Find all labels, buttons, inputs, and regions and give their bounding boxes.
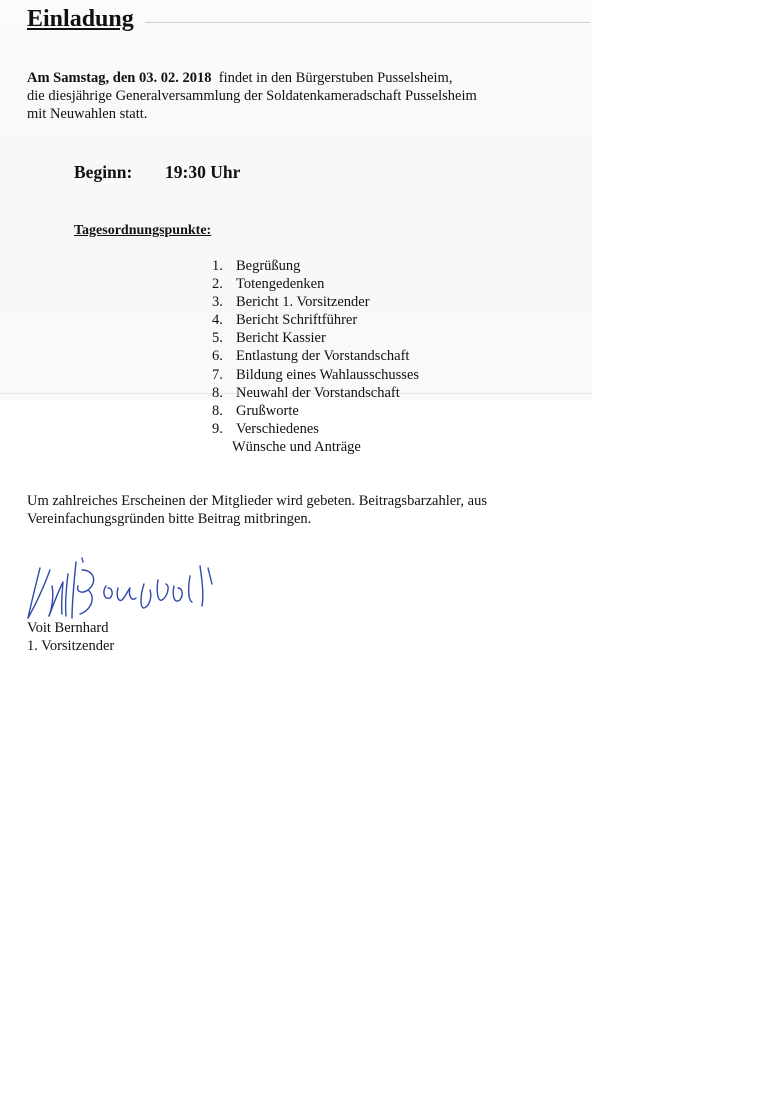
agenda-sub-item: Wünsche und Anträge <box>232 438 361 455</box>
agenda-item-number: 8. <box>212 402 223 419</box>
agenda-item-number: 6. <box>212 348 223 365</box>
start-time-value: 19:30 Uhr <box>165 162 241 182</box>
agenda-item <box>205 293 419 311</box>
meeting-date: Am Samstag, den 03. 02. 2018 <box>27 70 212 86</box>
agenda-item <box>205 347 419 365</box>
agenda-item-number: 8. <box>212 384 223 401</box>
start-time-label: Beginn: <box>74 162 133 182</box>
agenda-item-number: 1. <box>212 258 223 274</box>
agenda-item-text: Bericht 1. Vorsitzender <box>236 294 370 311</box>
intro-line-1 <box>27 69 587 87</box>
handwritten-signature <box>22 556 217 626</box>
agenda-item-text: Grußworte <box>236 402 299 419</box>
signatory-name: Voit Bernhard <box>27 620 109 636</box>
intro-paragraph <box>27 69 587 123</box>
agenda-item <box>205 311 419 329</box>
agenda-item <box>205 366 419 384</box>
title-rule <box>145 22 590 23</box>
agenda-item <box>205 257 419 275</box>
agenda-item <box>205 384 419 402</box>
intro-line-1-rest: findet in den Bürgerstuben Pusselsheim, <box>218 70 453 86</box>
intro-line-2: die diesjährige Generalversammlung der Soldatenkameradschaft Pusselsheim <box>27 88 477 104</box>
agenda-item <box>205 329 419 347</box>
agenda-item-number: 4. <box>212 312 223 329</box>
agenda-item-number: 2. <box>212 276 223 293</box>
agenda-item-text: Begrüßung <box>236 258 301 274</box>
agenda-item <box>205 420 419 438</box>
agenda-item-text: Verschiedenes <box>236 420 319 437</box>
agenda-heading: Tagesordnungspunkte: <box>74 223 212 238</box>
agenda-item-text: Entlastung der Vorstandschaft <box>236 348 410 365</box>
intro-line-3: mit Neuwahlen statt. <box>27 106 148 122</box>
closing-line-2: Vereinfachungsgründen bitte Beitrag mitbringen. <box>27 511 312 527</box>
closing-line-1: Um zahlreiches Erscheinen der Mitglieder wird gebeten. Beitragsbarzahler, aus <box>27 493 488 509</box>
signatory-role: 1. Vorsitzender <box>27 638 115 654</box>
document-title: Einladung <box>27 6 134 32</box>
agenda-item-text: Totengedenken <box>236 276 325 293</box>
agenda-item-number: 9. <box>212 420 223 437</box>
agenda-item <box>205 402 419 420</box>
agenda-item <box>205 275 419 293</box>
agenda-item-text: Neuwahl der Vorstandschaft <box>236 384 400 401</box>
start-time-row <box>74 161 241 183</box>
agenda-item-text: Bericht Kassier <box>236 330 326 347</box>
agenda-item-text: Bericht Schriftführer <box>236 312 358 329</box>
closing-paragraph <box>27 492 587 528</box>
agenda-item-number: 3. <box>212 294 223 311</box>
agenda-item-number: 5. <box>212 330 223 347</box>
agenda-item-number: 7. <box>212 366 223 383</box>
agenda-list <box>205 257 419 456</box>
agenda-item-text: Bildung eines Wahlausschusses <box>236 366 420 383</box>
